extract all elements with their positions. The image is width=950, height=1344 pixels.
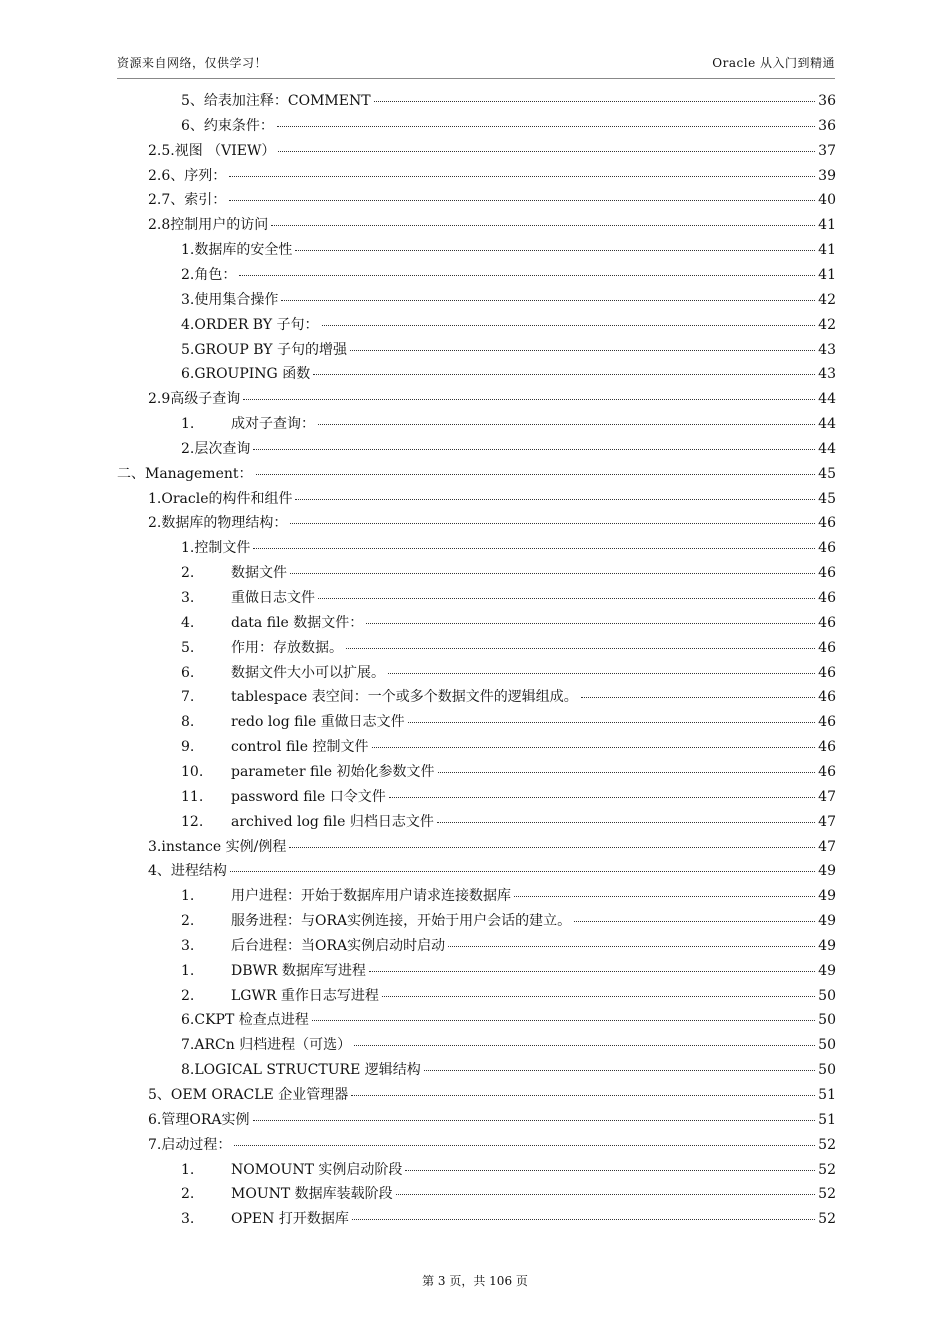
toc-entry[interactable] <box>181 562 836 586</box>
toc-entry-number: 4. <box>181 614 195 631</box>
toc-entry[interactable] <box>148 860 836 884</box>
toc-entry[interactable] <box>148 836 836 860</box>
header-divider <box>117 78 835 79</box>
toc-entry-title: MOUNT 数据库装载阶段 <box>231 1186 393 1203</box>
toc-entry-page-number: 47 <box>818 838 836 855</box>
toc-dot-leader <box>382 996 815 997</box>
toc-entry-page-number: 36 <box>818 93 836 109</box>
toc-entry-title: tablespace 表空间：一个或多个数据文件的逻辑组成。 <box>231 689 578 706</box>
toc-dot-leader <box>374 101 816 102</box>
toc-entry[interactable] <box>181 662 836 686</box>
toc-dot-leader <box>230 871 815 872</box>
toc-entry-page-number: 49 <box>818 888 836 905</box>
toc-entry-number: 2. <box>181 1186 195 1203</box>
toc-entry-title: NOMOUNT 实例启动阶段 <box>231 1161 403 1178</box>
toc-entry-page-number: 50 <box>818 1012 836 1029</box>
toc-entry-page-number: 45 <box>818 490 836 507</box>
toc-dot-leader <box>574 921 815 922</box>
toc-entry-title: parameter file 初始化参数文件 <box>231 763 435 780</box>
toc-entry-number: 2. <box>181 913 195 930</box>
toc-dot-leader <box>405 1170 815 1171</box>
toc-entry[interactable] <box>148 388 836 412</box>
toc-entry-page-number: 37 <box>818 142 836 159</box>
toc-dot-leader <box>581 697 815 698</box>
toc-entry-number: 2. <box>181 987 195 1004</box>
toc-entry-title: archived log file 归档日志文件 <box>231 813 434 830</box>
toc-dot-leader <box>290 573 815 574</box>
toc-entry[interactable] <box>181 786 836 810</box>
toc-entry[interactable] <box>181 1159 836 1183</box>
toc-entry-title: 2.6、序列： <box>148 167 227 184</box>
toc-entry[interactable] <box>181 537 836 561</box>
toc-entry-number: 11. <box>181 788 204 805</box>
toc-entry[interactable] <box>181 935 836 959</box>
toc-entry-page-number: 46 <box>818 714 836 731</box>
toc-entry-page-number: 52 <box>818 1211 836 1228</box>
toc-entry-page-number: 43 <box>818 366 836 383</box>
toc-entry-title: 6、约束条件： <box>181 117 274 134</box>
toc-entry[interactable] <box>181 960 836 984</box>
toc-dot-leader <box>253 548 815 549</box>
toc-entry-number: 7. <box>181 689 195 706</box>
toc-dot-leader <box>346 648 815 649</box>
toc-entry-title: LGWR 重作日志写进程 <box>231 987 379 1004</box>
toc-entry[interactable] <box>181 1208 836 1232</box>
toc-entry-title: 1.数据库的安全性 <box>181 242 293 259</box>
page-header <box>117 54 835 74</box>
toc-dot-leader <box>229 176 815 177</box>
toc-entry[interactable] <box>148 512 836 536</box>
toc-entry-page-number: 42 <box>818 291 836 308</box>
toc-dot-leader <box>448 946 815 947</box>
toc-dot-leader <box>229 200 815 201</box>
toc-entry-title: 服务进程：与ORA实例连接，开始于用户会话的建立。 <box>231 913 572 930</box>
toc-entry-number: 12. <box>181 813 204 830</box>
toc-entry[interactable] <box>181 985 836 1009</box>
toc-entry[interactable] <box>181 115 836 139</box>
toc-entry[interactable] <box>181 438 836 462</box>
toc-entry-number: 10. <box>181 763 204 780</box>
toc-entry-title: 二、Management： <box>117 465 253 482</box>
toc-entry-number: 3. <box>181 1211 195 1228</box>
toc-entry-page-number: 46 <box>818 639 836 656</box>
toc-entry-title: 5.GROUP BY 子句的增强 <box>181 341 347 358</box>
toc-dot-leader <box>281 300 815 301</box>
toc-entry-title: DBWR 数据库写进程 <box>231 962 366 979</box>
toc-entry-page-number: 40 <box>818 192 836 209</box>
toc-entry[interactable] <box>181 910 836 934</box>
toc-entry-page-number: 41 <box>818 266 836 283</box>
toc-entry-page-number: 50 <box>818 1037 836 1054</box>
toc-entry-title: 1.Oracle的构件和组件 <box>148 490 293 507</box>
toc-entry-number: 3. <box>181 937 195 954</box>
toc-dot-leader <box>253 1120 816 1121</box>
toc-dot-leader <box>239 275 815 276</box>
toc-entry[interactable] <box>181 736 836 760</box>
toc-entry[interactable] <box>148 165 836 189</box>
toc-entry[interactable] <box>181 1034 836 1058</box>
toc-dot-leader <box>318 424 815 425</box>
toc-dot-leader <box>369 971 815 972</box>
toc-entry-number: 1. <box>181 888 195 905</box>
toc-dot-leader <box>256 474 816 475</box>
toc-dot-leader <box>438 772 816 773</box>
toc-entry[interactable] <box>181 1059 836 1083</box>
toc-entry[interactable] <box>181 711 836 735</box>
toc-entry[interactable] <box>181 612 836 636</box>
toc-entry[interactable] <box>148 189 836 213</box>
toc-entry-title: 7.启动过程： <box>148 1136 232 1153</box>
toc-dot-leader <box>352 1219 815 1220</box>
toc-entry-title: 2.7、索引： <box>148 192 227 209</box>
toc-dot-leader <box>290 523 815 524</box>
toc-entry-title: 作用：存放数据。 <box>231 639 343 656</box>
toc-entry-number: 9. <box>181 739 195 756</box>
toc-entry-page-number: 51 <box>818 1087 836 1103</box>
toc-entry-title: control file 控制文件 <box>231 739 369 756</box>
toc-dot-leader <box>243 399 815 400</box>
toc-entry-page-number: 41 <box>818 242 836 259</box>
toc-entry-page-number: 46 <box>818 540 836 557</box>
toc-entry-number: 3. <box>181 590 195 606</box>
toc-entry-page-number: 44 <box>818 440 836 457</box>
toc-entry-page-number: 47 <box>818 813 836 830</box>
toc-entry-page-number: 36 <box>818 117 836 134</box>
toc-entry[interactable] <box>181 811 836 835</box>
toc-entry-page-number: 46 <box>818 614 836 631</box>
toc-entry-page-number: 45 <box>818 465 836 482</box>
toc-dot-leader <box>322 325 816 326</box>
toc-dot-leader <box>366 623 815 624</box>
toc-entry-page-number: 52 <box>818 1136 836 1153</box>
toc-dot-leader <box>372 747 816 748</box>
toc-entry-title: 6.CKPT 检查点进程 <box>181 1012 309 1029</box>
toc-entry-number: 1. <box>181 1161 195 1178</box>
toc-dot-leader <box>234 1145 815 1146</box>
toc-entry-number: 1. <box>181 416 195 433</box>
toc-entry[interactable] <box>181 90 836 114</box>
toc-dot-leader <box>271 225 815 226</box>
toc-entry-title: 数据文件 <box>231 565 287 582</box>
toc-entry[interactable] <box>117 463 836 487</box>
toc-entry[interactable] <box>181 1009 836 1033</box>
toc-entry-title: 5、给表加注释：COMMENT <box>181 93 371 109</box>
toc-dot-leader <box>388 673 815 674</box>
toc-entry-title: 1.控制文件 <box>181 540 251 557</box>
toc-entry-title: 后台进程：当ORA实例启动时启动 <box>231 937 446 954</box>
toc-entry-page-number: 50 <box>818 1062 836 1079</box>
toc-dot-leader <box>312 1020 815 1021</box>
toc-entry-page-number: 52 <box>818 1161 836 1178</box>
toc-entry[interactable] <box>148 140 836 164</box>
toc-entry-title: 3.使用集合操作 <box>181 291 279 308</box>
toc-entry-title: password file 口令文件 <box>231 788 386 805</box>
toc-entry-page-number: 49 <box>818 863 836 880</box>
toc-entry-title: 2.角色： <box>181 266 237 283</box>
toc-entry-title: 2.层次查询 <box>181 440 251 457</box>
toc-entry-page-number: 50 <box>818 987 836 1004</box>
toc-entry[interactable] <box>181 637 836 661</box>
toc-entry-title: OPEN 打开数据库 <box>231 1211 349 1228</box>
toc-entry-number: 1. <box>181 962 195 979</box>
toc-entry[interactable] <box>181 1183 836 1207</box>
toc-entry[interactable] <box>181 314 836 338</box>
toc-entry[interactable] <box>148 1084 836 1108</box>
toc-entry-page-number: 51 <box>818 1111 836 1128</box>
toc-dot-leader <box>351 1095 815 1096</box>
toc-entry-title: 数据文件大小可以扩展。 <box>231 664 385 681</box>
toc-entry[interactable] <box>181 339 836 363</box>
toc-entry-page-number: 39 <box>818 167 836 184</box>
toc-entry-page-number: 46 <box>818 763 836 780</box>
toc-entry[interactable] <box>148 1109 836 1133</box>
toc-entry-title: 6.管理ORA实例 <box>148 1111 250 1128</box>
header-book-title: Oracle 从入门到精通 <box>712 56 835 70</box>
toc-entry-page-number: 44 <box>818 416 836 433</box>
toc-entry-title: 2.数据库的物理结构： <box>148 515 288 532</box>
toc-entry-title: 成对子查询： <box>231 416 315 433</box>
toc-entry-number: 5. <box>181 639 195 656</box>
toc-entry-title: 2.9高级子查询 <box>148 391 241 408</box>
toc-dot-leader <box>253 449 815 450</box>
toc-entry-page-number: 49 <box>818 962 836 979</box>
toc-entry-page-number: 47 <box>818 788 836 805</box>
toc-entry-page-number: 41 <box>818 217 836 234</box>
toc-dot-leader <box>408 722 815 723</box>
toc-dot-leader <box>277 126 815 127</box>
toc-entry-title: 用户进程：开始于数据库用户请求连接数据库 <box>231 888 511 905</box>
toc-entry-title: data file 数据文件： <box>231 614 364 631</box>
toc-entry-page-number: 46 <box>818 590 836 606</box>
toc-entry-page-number: 46 <box>818 664 836 681</box>
toc-entry-page-number: 52 <box>818 1186 836 1203</box>
toc-dot-leader <box>350 350 815 351</box>
toc-entry[interactable] <box>181 761 836 785</box>
toc-entry-page-number: 46 <box>818 565 836 582</box>
toc-entry-page-number: 46 <box>818 689 836 706</box>
toc-dot-leader <box>396 1194 816 1195</box>
toc-entry[interactable] <box>148 214 836 238</box>
toc-entry-page-number: 46 <box>818 515 836 532</box>
page-footer: 第 3 页，共 106 页 <box>422 1274 528 1288</box>
header-source-note: 资源来自网络，仅供学习！ <box>117 56 268 70</box>
toc-entry[interactable] <box>181 264 836 288</box>
toc-entry-page-number: 42 <box>818 316 836 333</box>
toc-entry[interactable] <box>181 289 836 313</box>
toc-entry-title: 重做日志文件 <box>231 590 315 606</box>
toc-entry-page-number: 44 <box>818 391 836 408</box>
toc-entry-page-number: 46 <box>818 739 836 756</box>
toc-entry-title: 3.instance 实例/例程 <box>148 838 287 855</box>
toc-entry-title: 4、进程结构 <box>148 863 227 880</box>
toc-entry[interactable] <box>181 363 836 387</box>
toc-entry-page-number: 43 <box>818 341 836 358</box>
toc-entry-title: 2.8控制用户的访问 <box>148 217 269 234</box>
toc-entry-title: 6.GROUPING 函数 <box>181 366 311 383</box>
toc-entry-page-number: 49 <box>818 937 836 954</box>
toc-entry-title: 8.LOGICAL STRUCTURE 逻辑结构 <box>181 1062 421 1079</box>
toc-dot-leader <box>318 598 815 599</box>
toc-dot-leader <box>278 151 815 152</box>
toc-dot-leader <box>289 847 815 848</box>
toc-entry[interactable] <box>148 488 836 512</box>
toc-dot-leader <box>437 822 815 823</box>
toc-entry-title: 2.5.视图 （VIEW） <box>148 142 276 159</box>
toc-entry-title: 4.ORDER BY 子句： <box>181 316 319 333</box>
toc-entry-title: 7.ARCn 归档进程（可选） <box>181 1037 352 1054</box>
toc-entry[interactable] <box>181 686 836 710</box>
toc-dot-leader <box>389 797 815 798</box>
toc-entry[interactable] <box>181 413 836 437</box>
toc-entry-title: 5、OEM ORACLE 企业管理器 <box>148 1087 349 1103</box>
toc-dot-leader <box>295 499 815 500</box>
toc-entry-page-number: 49 <box>818 913 836 930</box>
toc-dot-leader <box>313 374 815 375</box>
toc-dot-leader <box>514 896 815 897</box>
toc-entry[interactable] <box>181 239 836 263</box>
toc-entry[interactable] <box>148 1134 836 1158</box>
toc-entry[interactable] <box>181 587 836 611</box>
toc-entry-number: 6. <box>181 664 195 681</box>
toc-dot-leader <box>354 1045 815 1046</box>
toc-entry[interactable] <box>181 885 836 909</box>
toc-entry-title: redo log file 重做日志文件 <box>231 714 405 731</box>
toc-entry-number: 2. <box>181 565 195 582</box>
toc-entry-number: 8. <box>181 714 195 731</box>
toc-dot-leader <box>295 250 815 251</box>
toc-dot-leader <box>424 1070 815 1071</box>
